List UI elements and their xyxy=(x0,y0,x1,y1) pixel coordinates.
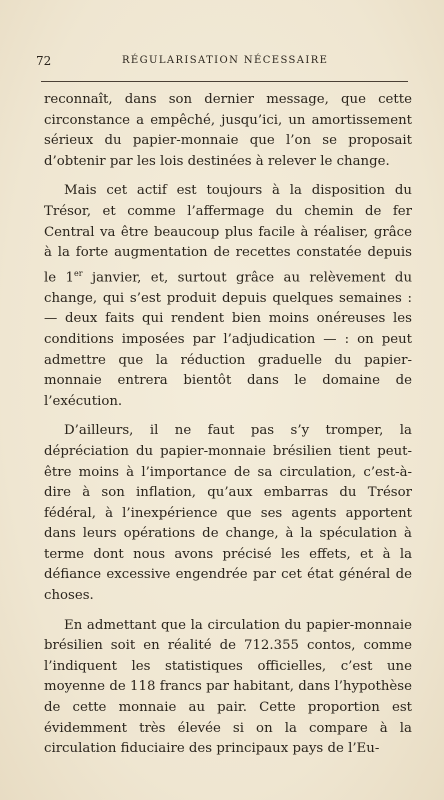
paragraph-2-text-a: Mais cet actif est toujours à la disposition du Trésor, et comme l’affermage du chemin de fer Central va être beaucoup plus facile à réaliser, grâce à la forte augmentation de recettes constatée depuis le 1 xyxy=(44,183,412,286)
paragraph-4-text: En admettant que la circulation du papier-monnaie brésilien soit en réalité de 712.355 contos, comme l’indiquent les statistiques officielles, c’est une moyenne de 118 francs par habitant, dans l’hypothèse de cette monnaie au pair. Cette proportion est évidemment très élevée si on la compare à la circulation fiduciaire des principaux pays de l’Eu- xyxy=(44,617,412,757)
page-header xyxy=(36,54,404,70)
ordinal-superscript: er xyxy=(74,268,83,278)
page-number: 72 xyxy=(36,54,52,68)
paragraph-1-text: reconnaît, dans son dernier message, que cette circonstance a empêché, jusqu’ici, un amortissement sérieux du papier-monnaie que l’on se proposait d’obtenir par les lois destinées à relever le change. xyxy=(44,92,412,169)
paragraph-2-text-b: janvier, et, surtout grâce au relèvement du change, qui s’est produit depuis quelques semaines : — deux faits qui rendent bien moins onéreuses les conditions imposées par l’adjudication — : on peut admettre que la réduction graduelle du papier-monnaie entrera bientôt dans le domaine de l’exécution. xyxy=(44,270,413,409)
paragraph-3 xyxy=(44,421,412,606)
paragraph-2 xyxy=(44,181,412,412)
paragraph-1 xyxy=(44,90,412,172)
body-text xyxy=(44,90,412,769)
paragraph-3-text: D’ailleurs, il ne faut pas s’y tromper, la dépréciation du papier-monnaie brésilien tient peut-être moins à l’importance de sa circulation, c’est-à-dire à son inflation, qu’aux embarras du Trésor fédéral, à l’inexpérience que ses agents apportent dans leurs opérations de change, à la spéculation à terme dont nous avons précisé les effets, et à la défiance excessive engendrée par cet état général de choses. xyxy=(44,423,412,604)
running-head: RÉGULARISATION NÉCESSAIRE xyxy=(122,55,329,66)
header-rule xyxy=(41,81,408,82)
paragraph-4 xyxy=(44,616,412,760)
